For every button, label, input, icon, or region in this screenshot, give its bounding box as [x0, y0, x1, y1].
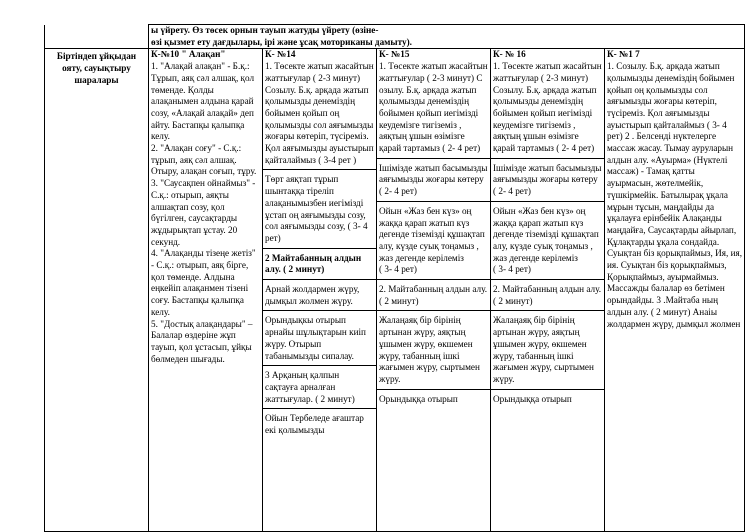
column-title: К- №15	[379, 49, 410, 60]
main-row	[45, 49, 745, 532]
intro-text-cell	[149, 25, 745, 49]
paragraph: 1. Созылу. Б.қ. арқада жатып қолымызды денеміздің бойымен қойып оң қолымызды сол аяғымызды жоғары көтеріп, түсіреміз. Қол аяғымызды ауыстырып қайталаймыз ( 3- 4 рет) 2 . Белсенді нүктелерге массаж жасау. Тымау ауруларын алдын алу. «Ауырма» (Нүктелі массаж) - Тамақ қатты ауырмасын, жөтелмейік, түшкірмейік. Батылырақ ұқала мұрын тұсын, маңдайды да ұқалауға ерінбейік Алақанды маңдайға, Саусақтарды айырлап, Құлақтарды ұқала сондайда. Суықтан біз қорықпаймыз, Ия, ия, ия. Суықтан біз қорықпаймыз, Қорықпаймыз, ауырмаймыз. Массажды балалар өз бетімен орындайды. 3 .Майтаба ның алдын алу. ( 2 минут) Анаіы жолдармен жүру, дымқыл жолмен	[607, 61, 743, 329]
divider	[263, 169, 376, 172]
paragraph: 2. "Алақан соғу" - С.қ.: тұрып, аяқ сәл алшақ. Отыру, алақан соғып, тұру.	[151, 143, 257, 177]
intro-left-empty	[45, 25, 149, 49]
paragraph: 1. Төсекте жатып жасайтын жаттығулар ( 2-3 минут) Созылу. Б.қ. арқада жатып қолымызды денеміздің бойымен қойып оң қолымызды сол аяғымызды жоғары көтеріп, түсіреміз. Қол аяғымызды ауыстырып қайталаймыз ( 3-4 рет )	[265, 61, 374, 165]
divider	[377, 158, 490, 161]
intro-line-1: ы үйрету. Өз төсек орнын тауып жатуды үйрету (өзіне-	[151, 25, 379, 35]
divider	[377, 310, 490, 313]
intro-line-2: өзі қызмет ету дағдылары, ірі және ұсақ моториканы дамыту).	[151, 36, 412, 47]
column-k16	[491, 49, 605, 532]
paragraph: Жалаңаяқ бір бірінің артынан жүру, аяқтың ұшымен жүру, өкшемен жүру, табанның ішкі жағымен жүру, сыртымен жүру.	[379, 315, 480, 384]
divider	[491, 389, 604, 392]
paragraph: Ойын «Жаз бен күз» оң жаққа қарап жатып күз дегенде тіземіздi құшақтап алу, күзде суық тоңамыз , жаз дегенде керілеміз	[493, 205, 599, 263]
divider	[377, 279, 490, 282]
divider	[491, 310, 604, 313]
paragraph: 1. Төсекте жатып жасайтын жаттығулар ( 2-3 минут) С озылу. Б.қ. арқада жатып қолымызды денеміздің бойымен қойып иегімізді кеудемізге тигіземіз , аяқтың ұшын өзімізге қарай тартамыз ( 2- 4 рет)	[379, 61, 488, 154]
divider	[491, 158, 604, 161]
column-k15	[377, 49, 491, 532]
paragraph: 3. "Саусақпен ойнаймыз" - С.қ.: отырып, аяқты алшақтап созу, қол бүгілген, саусақтарды жұдырықтап ұстау. 20 секунд.	[151, 178, 256, 247]
divider	[377, 201, 490, 204]
column-title: К- № 16	[493, 49, 526, 60]
paragraph: 2. Майтабанның алдын алу. ( 2 минут)	[493, 284, 602, 306]
column-title: К- №1 7	[607, 49, 640, 60]
paragraph: Ойын Тербеледе ағаштар екі қолымызды	[265, 413, 364, 436]
divider	[263, 248, 376, 251]
divider	[263, 310, 376, 313]
column-k14	[263, 49, 377, 532]
paragraph: 1. Төсекте жатып жасайтын жаттығулар ( 2-3 минут) Созылу. Б.қ. арқада жатып қолымызды денеміздің бойымен қойып иегімізді кеудемізге тигіземіз , аяқтың ұшын өзімізге қарай тартамыз ( 2- 4 рет)	[493, 61, 602, 154]
column-k17	[605, 49, 745, 532]
paragraph: 2. Майтабанның алдын алу. ( 2 минут)	[379, 284, 488, 306]
paragraph: Ойын «Жаз бен күз» оң жаққа қарап жатып күз дегенде тіземіздi құшақтап алу, күзде суық тоңамыз , жаз дегенде керілеміз	[379, 205, 485, 263]
paragraph: Орындыққа отырып	[493, 393, 572, 404]
paragraph: Жалаңаяқ бір бірінің артынан жүру, аяқтың ұшымен жүру, өкшемен жүру, табанның ішкі жағымен жүру, сыртымен жүру.	[493, 315, 594, 384]
column-title: К- №14	[265, 49, 296, 60]
column-k10	[149, 49, 263, 532]
intro-row	[45, 25, 745, 49]
left-header-text: Біртіндеп ұйқыдан ояту, сауықтыру шаралары	[56, 51, 137, 85]
paragraph: 3 Арқаның қалпын сақтауға арналған жаттығулар. ( 2 минут)	[265, 370, 355, 404]
divider	[491, 201, 604, 204]
paragraph: ( 3- 4 рет)	[493, 264, 531, 275]
divider	[263, 279, 376, 282]
divider	[263, 408, 376, 411]
paragraph: Ішімізде жатып басымызды аяғымызды жоғары көтеру ( 2- 4 рет)	[493, 162, 602, 197]
paragraph: 5. "Достық алақандары" – Балалар өздеріне жұп тауып, қол ұстасып, ұйқы бөлмеден шығады.	[151, 318, 253, 364]
paragraph: Орындықкы отырып арнайы шұлықтарын киіп жүру. Отырып табанымызды сипалау.	[265, 315, 366, 361]
column-title: К-№10 " Алақан"	[151, 49, 226, 60]
schedule-table	[44, 24, 745, 532]
divider	[263, 365, 376, 368]
paragraph: Арнай жолдармен жүру, дымқыл жолмен жүру.	[265, 284, 360, 306]
paragraph: 4. "Алақанды тізеңе жетіз" - С.қ.: отырып, аяқ бірге, қол төменде. Алдына еңкейіп алақанмен тізені соғу. Бастапқы қалыпқа келу.	[151, 248, 256, 317]
divider	[377, 389, 490, 392]
paragraph: 1. "Алақай алақан" - Б.қ.: Тұрып, аяқ сәл алшақ, қол төменде. Қолды алақанымен алдына қарай созу, «Алақай алақай» деп айту. Бастапқы қалыпқа келу.	[151, 61, 255, 142]
divider	[491, 279, 604, 282]
left-header-cell	[45, 49, 149, 532]
paragraph: Ішімізде жатып басымызды аяғымызды жоғары көтеру ( 2- 4 рет)	[379, 162, 488, 197]
paragraph: Төрт аяқтап тұрып шынтаққа тіреліп алақанымызбен иегімізді ұстап оң аяғымызды созу, сол аяғымызды созу, ( 3- 4 рет)	[265, 174, 368, 243]
paragraph: ( 3- 4 рет)	[379, 264, 417, 275]
paragraph: 2 Майтабанның алдын алу. ( 2 минут)	[265, 252, 362, 275]
paragraph: Орындыққа отырып	[379, 393, 458, 404]
